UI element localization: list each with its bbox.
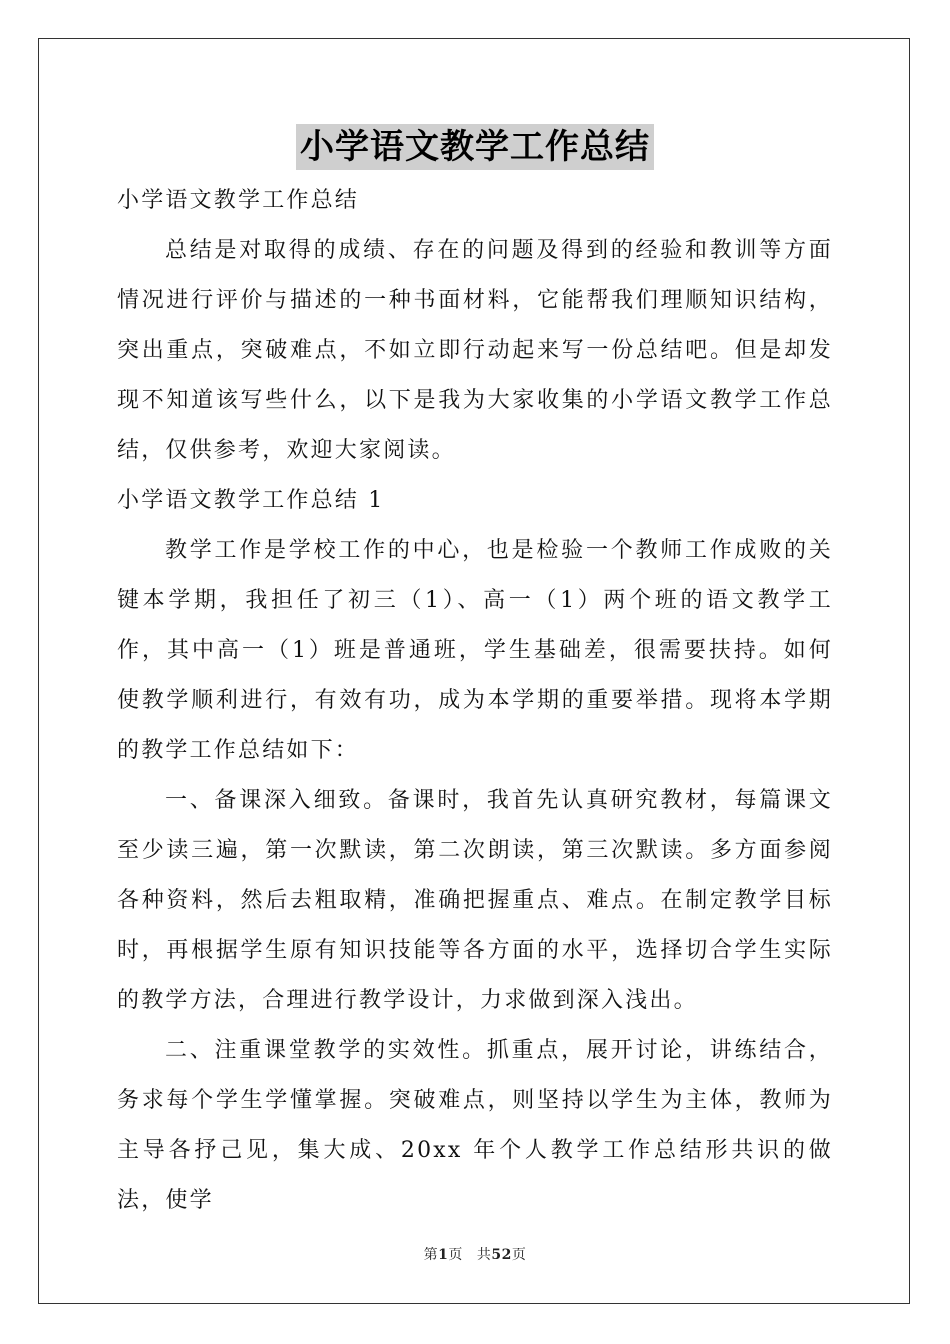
page-footer xyxy=(0,1244,950,1264)
document-body xyxy=(117,176,833,1226)
title-container xyxy=(0,124,950,170)
document-subtitle: 小学语文教学工作总结 xyxy=(117,188,360,213)
intro-paragraph: 总结是对取得的成绩、存在的问题及得到的经验和教训等方面情况进行评价与描述的一种书面材料，它能帮我们理顺知识结构，突出重点，突破难点，不如立即行动起来写一份总结吧。但是却发现不知道该写些什么，以下是我为大家收集的小学语文教学工作总结，仅供参考，欢迎大家阅读。 xyxy=(117,238,833,463)
page-suffix: 页 xyxy=(448,1247,463,1263)
page-current-number: 1 xyxy=(438,1247,449,1263)
page-prefix: 第 xyxy=(423,1247,439,1263)
document-title: 小学语文教学工作总结 xyxy=(296,124,654,170)
total-prefix: 共 xyxy=(476,1247,492,1263)
page-total-number: 52 xyxy=(491,1247,512,1263)
section-heading: 小学语文教学工作总结 1 xyxy=(117,488,385,513)
body-paragraph-1: 教学工作是学校工作的中心，也是检验一个教师工作成败的关键本学期，我担任了初三（1）、高一（1）两个班的语文教学工作，其中高一（1）班是普通班，学生基础差，很需要扶持。如何使教学顺利进行，有效有功，成为本学期的重要举措。现将本学期的教学工作总结如下： xyxy=(117,538,833,763)
total-suffix: 页 xyxy=(511,1247,527,1263)
body-paragraph-2: 一、备课深入细致。备课时，我首先认真研究教材，每篇课文至少读三遍，第一次默读，第二次朗读，第三次默读。多方面参阅各种资料，然后去粗取精，准确把握重点、难点。在制定教学目标时，再根据学生原有知识技能等各方面的水平，选择切合学生实际的教学方法，合理进行教学设计，力求做到深入浅出。 xyxy=(117,788,833,1013)
body-paragraph-3: 二、注重课堂教学的实效性。抓重点，展开讨论，讲练结合，务求每个学生学懂掌握。突破难点，则坚持以学生为主体，教师为主导各抒己见，集大成、20xx 年个人教学工作总结形共识的做法，使学 xyxy=(117,1038,833,1213)
